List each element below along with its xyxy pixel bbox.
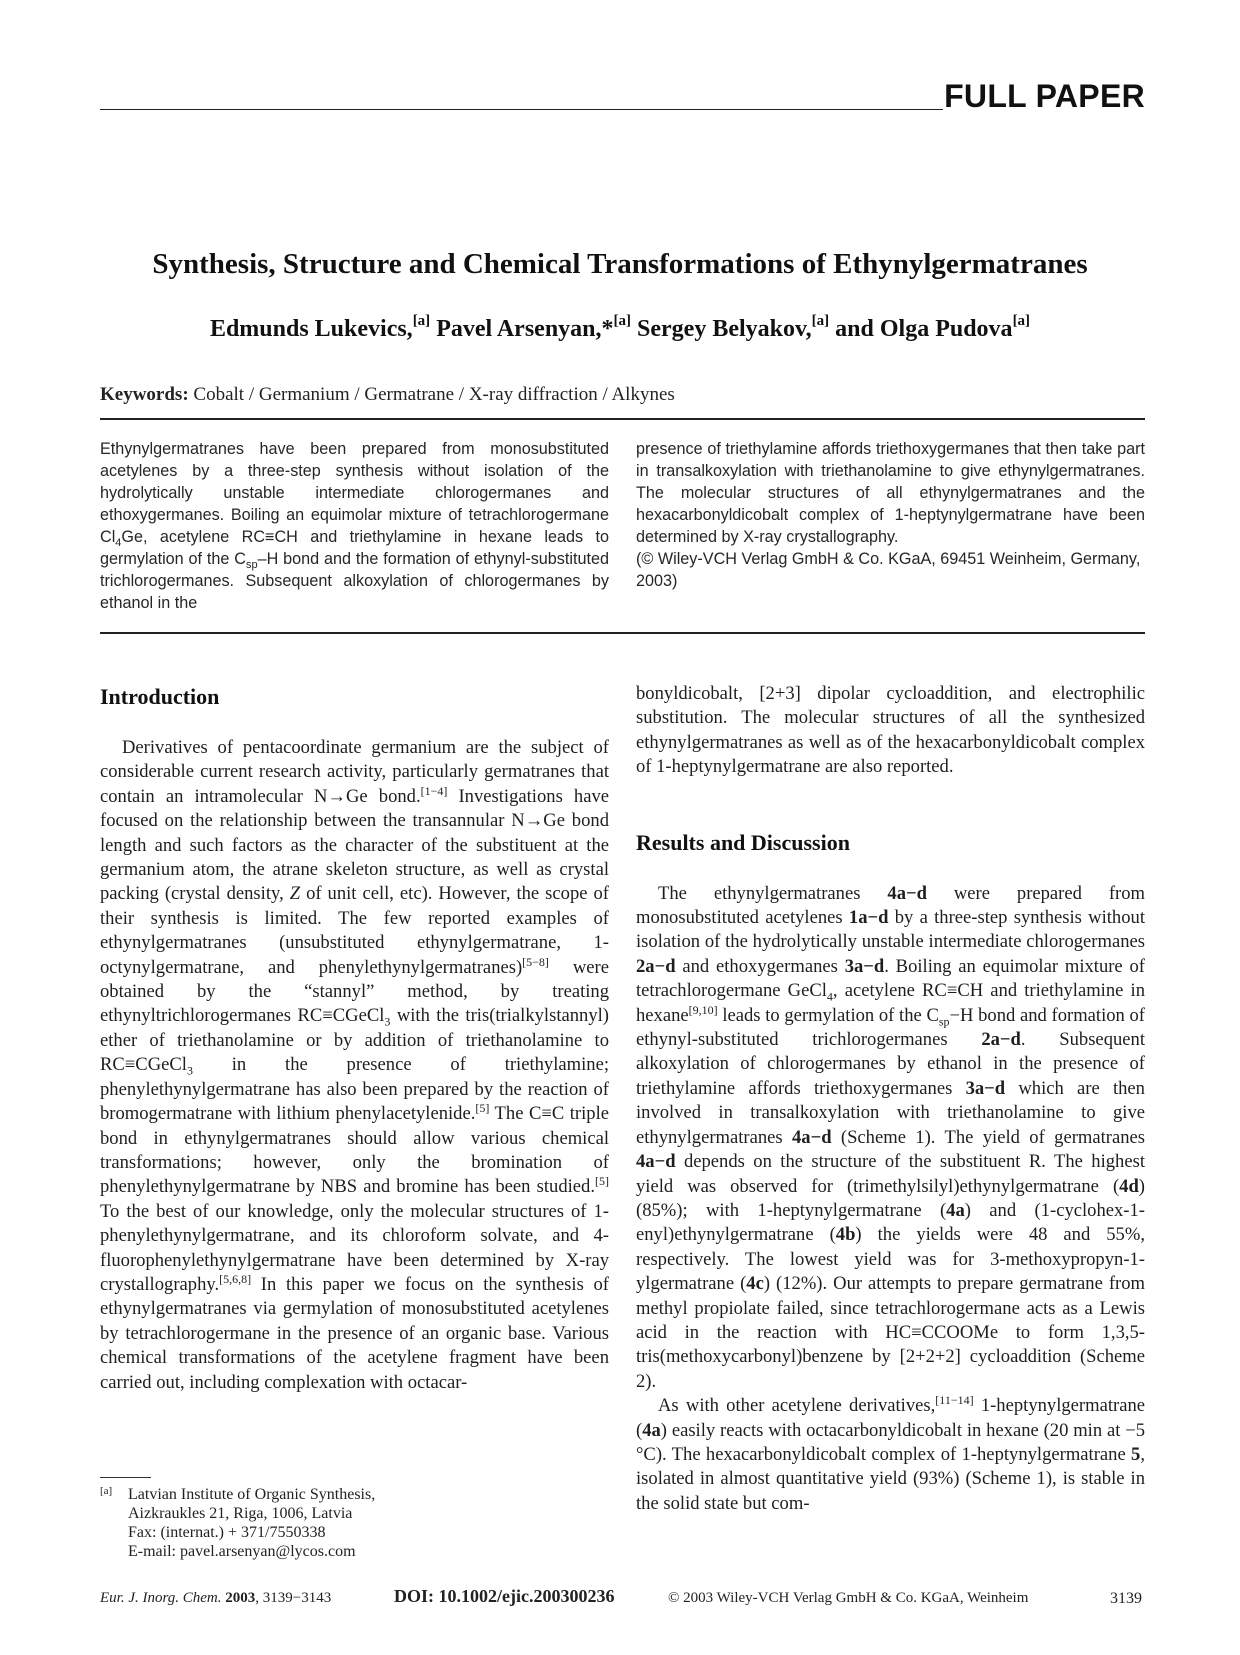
keywords-label: Keywords: bbox=[100, 384, 189, 405]
results-paragraph: As with other acetylene derivatives,[11−14] 1-heptynylgermatrane (4a) easily reacts with octacarbonyldicobalt in hexane (20 min at −5 °C). The hexacarbonyldicobalt complex of 1-heptynylgermatrane 5, isolated in almost quantitative yield (93%) (Scheme 1), is stable in the solid state but com- bbox=[636, 1392, 1145, 1514]
footer-copyright: © 2003 Wiley-VCH Verlag GmbH & Co. KGaA, Weinheim bbox=[668, 1590, 1029, 1606]
abstract-right bbox=[636, 438, 1145, 592]
author-affiliation: [a] bbox=[811, 313, 830, 329]
introduction-paragraph-continued: bonyldicobalt, [2+3] dipolar cycloaddition, and electrophilic substitution. The molecular structures of all the synthesized ethynylgermatranes as well as of the hexacarbonyldicobalt complex of 1-heptynylgermatrane are also reported. bbox=[636, 683, 1145, 778]
keywords bbox=[100, 384, 675, 406]
footer-doi[interactable]: DOI: 10.1002/ejic.200300236 bbox=[394, 1586, 615, 1606]
introduction-paragraph: Derivatives of pentacoordinate germanium are the subject of considerable current research activity, particularly germatranes that contain an intramolecular N→Ge bond.[1−4] Investigations have focused on the relationship between the transannular N→Ge bond length and such factors as the character of the substituent at the germanium atom, the atrane skeleton structure, as well as crystal packing (crystal density, Z of unit cell, etc). However, the scope of their synthesis is limited. The few reported examples of ethynylgermatranes (unsubstituted ethynylgermatrane, 1-octynylgermatrane, and phenylethynylgermatranes)[5−8] were obtained by the “stannyl” method, by treating ethynyltrichlorogermanes RC≡CGeCl$_3$ with the tris(trialkylstannyl) ether of triethanolamine or by addition of triethanolamine to RC≡CGeCl$_3$ in the presence of triethylamine; phenylethynylgermatrane has also been prepared by the reaction of bromogermatrane with lithium phenylacetylenide.[5] The C≡C triple bond in ethynylgermatranes should allow various chemical transformations; however, only the bromination of phenylethynylgermatrane by NBS and bromine has been studied.[5] To the best of our knowledge, only the molecular structures of 1-phenylethynylgermatrane, and its chloroform solvate, and 4-fluorophenylethynylgermatrane have been determined by X-ray crystallography.[5,6,8] In this paper we focus on the synthesis of ethynylgermatranes via germylation of monosubstituted acetylenes by tetrachlorogermane in the presence of an organic base. Various chemical transformations of the acetylene fragment have been carried out, including complexation with octacar- bbox=[100, 737, 610, 1393]
abstract-rule-bottom bbox=[100, 632, 1145, 634]
footnote-line: Aizkraukles 21, Riga, 1006, Latvia bbox=[128, 1505, 353, 1522]
author-name: Pavel Arsenyan,* bbox=[436, 316, 614, 342]
article-title: Synthesis, Structure and Chemical Transformations of Ethynylgermatranes bbox=[152, 248, 1088, 280]
page-number: 3139 bbox=[1110, 1590, 1142, 1607]
journal-name: Eur. J. Inorg. Chem. bbox=[100, 1590, 222, 1606]
keywords-list: Cobalt / Germanium / Germatrane / X-ray diffraction / Alkynes bbox=[193, 384, 675, 405]
footnote-rule bbox=[100, 1477, 151, 1478]
results-heading: Results and Discussion bbox=[636, 829, 850, 855]
column-right bbox=[636, 682, 1145, 1516]
header-rule bbox=[100, 109, 943, 110]
abstract-left: Ethynylgermatranes have been prepared from monosubstituted acetylenes by a three-step synthesis without isolation of the hydrolytically unstable intermediate chlorogermanes and ethoxygermanes. Boiling an equimolar mixture of tetrachlorogermane $Cl_4Ge$, acetylene RC≡CH and triethylamine in hexane leads to germylation of the $C_{sp}-H$ bond and the formation of ethynyl-substituted trichlorogermanes. Subsequent alkoxylation of chlorogermanes by ethanol in the bbox=[100, 440, 609, 612]
results-paragraph: The ethynylgermatranes 4a−d were prepared from monosubstituted acetylenes 1a−d by a three-step synthesis without isolation of the hydrolytically unstable intermediate chlorogermanes 2a−d and ethoxygermanes 3a−d. Boiling an equimolar mixture of tetrachlorogermane GeCl$_4$, acetylene RC≡CH and triethylamine in hexane[9,10] leads to germylation of the $C_{sp}-H$ bond and formation of ethynyl-substituted trichlorogermanes 2a−d. Subsequent alkoxylation of chlorogermanes by ethanol in the presence of triethylamine affords triethoxygermanes 3a−d which are then involved in transalkoxylation with triethanolamine to give ethynylgermatranes 4a−d (Scheme 1). The yield of germatranes 4a−d depends on the structure of the substituent R. The highest yield was observed for (trimethylsilyl)ethynylgermatrane (4d) (85%); with 1-heptynylgermatrane (4a) and (1-cyclohex-1-enyl)ethynylgermatrane (4b) the yields were 48 and 55%, respectively. The lowest yield was for 3-methoxypropyn-1-ylgermatrane (4c) (12%). Our attempts to prepare germatrane from methyl propiolate failed, since tetrachlorogermane acts as a Lewis acid in the reaction with HC≡CCOOMe to form 1,3,5-tris(methoxycarbonyl)benzene by [2+2+2] cycloaddition (Scheme 2). bbox=[636, 882, 1146, 1392]
author-name: Edmunds Lukevics, bbox=[209, 316, 413, 342]
affiliation-footnote bbox=[100, 1485, 375, 1561]
journal-year: 2003 bbox=[225, 1590, 256, 1606]
abstract-text: presence of triethylamine affords triethoxygermanes that then take part in transalkoxylation with triethanolamine to give ethynylgermatranes. The molecular structures of all ethynylgermatranes and the hexacarbonyldicobalt complex of 1-heptynylgermatrane have been determined by X-ray crystallography. bbox=[636, 440, 1145, 546]
author-name: and Olga Pudova bbox=[835, 316, 1013, 342]
footnote-mark: [a] bbox=[100, 1485, 113, 1497]
footnote-line: Fax: (internat.) + 371/7550338 bbox=[128, 1524, 326, 1541]
author-affiliation: [a] bbox=[613, 313, 632, 329]
column-left bbox=[100, 682, 609, 1395]
footnote-line: E-mail: pavel.arsenyan@lycos.com bbox=[128, 1543, 356, 1560]
footer-citation bbox=[100, 1590, 331, 1607]
introduction-heading: Introduction bbox=[100, 684, 220, 709]
footnote-line: Latvian Institute of Organic Synthesis, bbox=[128, 1486, 376, 1503]
author-list bbox=[0, 313, 1240, 343]
journal-pages: , 3139−3143 bbox=[255, 1590, 332, 1606]
author-affiliation: [a] bbox=[412, 313, 431, 329]
section-label: FULL PAPER bbox=[944, 78, 1145, 114]
abstract-rule-top bbox=[100, 418, 1145, 420]
abstract-copyright: (© Wiley-VCH Verlag GmbH & Co. KGaA, 69451 Weinheim, Germany, 2003) bbox=[636, 550, 1141, 590]
author-name: Sergey Belyakov, bbox=[637, 316, 812, 342]
author-affiliation: [a] bbox=[1012, 313, 1031, 329]
